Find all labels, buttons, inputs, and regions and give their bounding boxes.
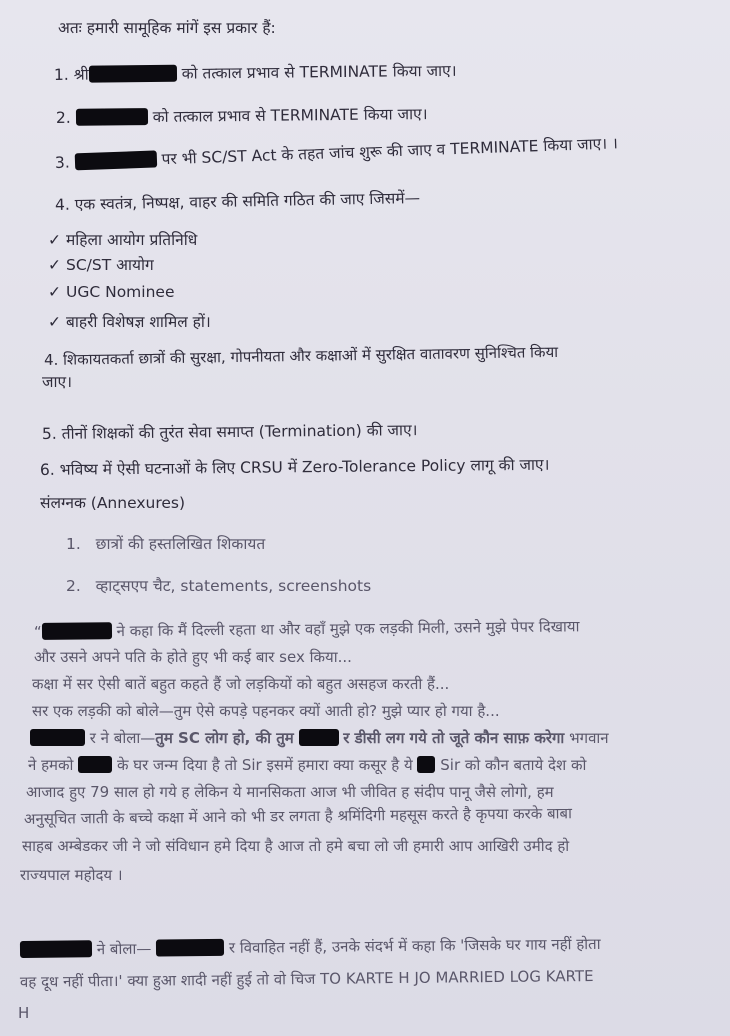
statement-line: आजाद हुए 79 साल हो गये ह लेकिन ये मानसिकता आज भी जीवित ह संदीप पानू जैसे लोगो, हम [26, 783, 554, 801]
redaction-block [78, 756, 112, 773]
redaction-block [417, 756, 435, 773]
demand-4b-line1: 4. शिकायतकर्ता छात्रों की सुरक्षा, गोपनीयता और कक्षाओं में सुरक्षित वातावरण सुनिश्चित किया [43, 342, 559, 369]
annexure-item: 1. छात्रों की हस्तलिखित शिकायत [66, 535, 266, 553]
statement-line: और उसने अपने पति के होते हुए भी कई बार sex किया... [34, 648, 352, 666]
demand-6: 6. भविष्य में ऐसी घटनाओं के लिए CRSU में Zero-Tolerance Policy लागू की जाए। [39, 455, 550, 479]
redaction-block [74, 150, 157, 170]
redaction-block [42, 622, 112, 640]
committee-item: ✓ UGC Nominee [48, 283, 175, 301]
redaction-block [76, 108, 148, 126]
demand-4b-line2: जाए। [42, 373, 72, 391]
statement-line: राज्यपाल महोदय । [20, 866, 123, 884]
final-line: वह दूध नहीं पीता।' क्या हुआ शादी नहीं हुई तो वो चिज TO KARTE H JO MARRIED LOG KARTE [19, 966, 594, 991]
check-icon: ✓ [48, 231, 61, 249]
redaction-block [20, 940, 92, 958]
statement-line: सर एक लड़की को बोले—तुम ऐसे कपड़े पहनकर क्यों आती हो? मुझे प्यार हो गया है... [32, 702, 500, 720]
annexure-item: 2. व्हाट्सएप चैट, statements, screenshots [66, 577, 372, 595]
statement-line: साहब अम्बेडकर जी ने जो संविधान हमे दिया है आज तो हमे बचा लो जी हमारी आप आखिरी उमीद हो [22, 837, 570, 855]
demands-heading: अतः हमारी सामूहिक मांगें इस प्रकार हैं: [58, 19, 276, 37]
committee-item: ✓ महिला आयोग प्रतिनिधि [48, 231, 198, 249]
check-icon: ✓ [48, 256, 61, 274]
demand-5: 5. तीनों शिक्षकों की तुरंत सेवा समाप्त (Termination) की जाए। [41, 421, 418, 443]
check-icon: ✓ [48, 283, 61, 301]
annexures-title: संलग्नक (Annexures) [40, 494, 186, 512]
statement-line: कक्षा में सर ऐसी बातें बहुत कहते हैं जो लड़कियों को बहुत असहज करती हैं... [32, 675, 450, 693]
check-icon: ✓ [48, 313, 61, 331]
demand-3: 3. पर भी SC/ST Act के तहत जांच शुरू की जाए व TERMINATE किया जाए। । [54, 134, 619, 172]
final-line: H [18, 1004, 30, 1022]
committee-item: ✓ SC/ST आयोग [48, 256, 154, 274]
redaction-block [89, 65, 177, 83]
demand-1: 1. श्री को तत्काल प्रभाव से TERMINATE किया जाए। [53, 61, 457, 84]
demand-2: 2. को तत्काल प्रभाव से TERMINATE किया जाए। [55, 105, 428, 127]
redaction-block [30, 729, 85, 746]
statement-line: “ ने कहा कि मैं दिल्ली रहता था और वहाँ मुझे एक लड़की मिली, उसने मुझे पेपर दिखाया [33, 617, 580, 641]
redaction-block [299, 729, 339, 746]
final-line: ने बोला— र विवाहित नहीं हैं, उनके संदर्भ में कहा कि 'जिसके घर गाय नहीं होता [20, 934, 601, 960]
statement-line: ने हमको के घर जन्म दिया है तो Sir इसमें हमारा क्या कसूर है ये Sir को कौन बताये देश को [28, 756, 587, 774]
demand-4: 4. एक स्वतंत्र, निष्पक्ष, वाहर की समिति गठित की जाए जिसमें— [54, 188, 421, 214]
redaction-block [156, 939, 224, 957]
statement-line: र ने बोला—तुम SC लोग हो, की तुम र डीसी लग गये तो जूते कौन साफ़ करेगा भगवान [30, 728, 609, 748]
committee-item: ✓ बाहरी विशेषज्ञ शामिल हों। [48, 313, 211, 331]
statement-line: अनुसूचित जाती के बच्चे कक्षा में आने को भी डर लगता है श्रमिंदिगी महसूस करते है कृपया करके बाबा [23, 804, 573, 828]
